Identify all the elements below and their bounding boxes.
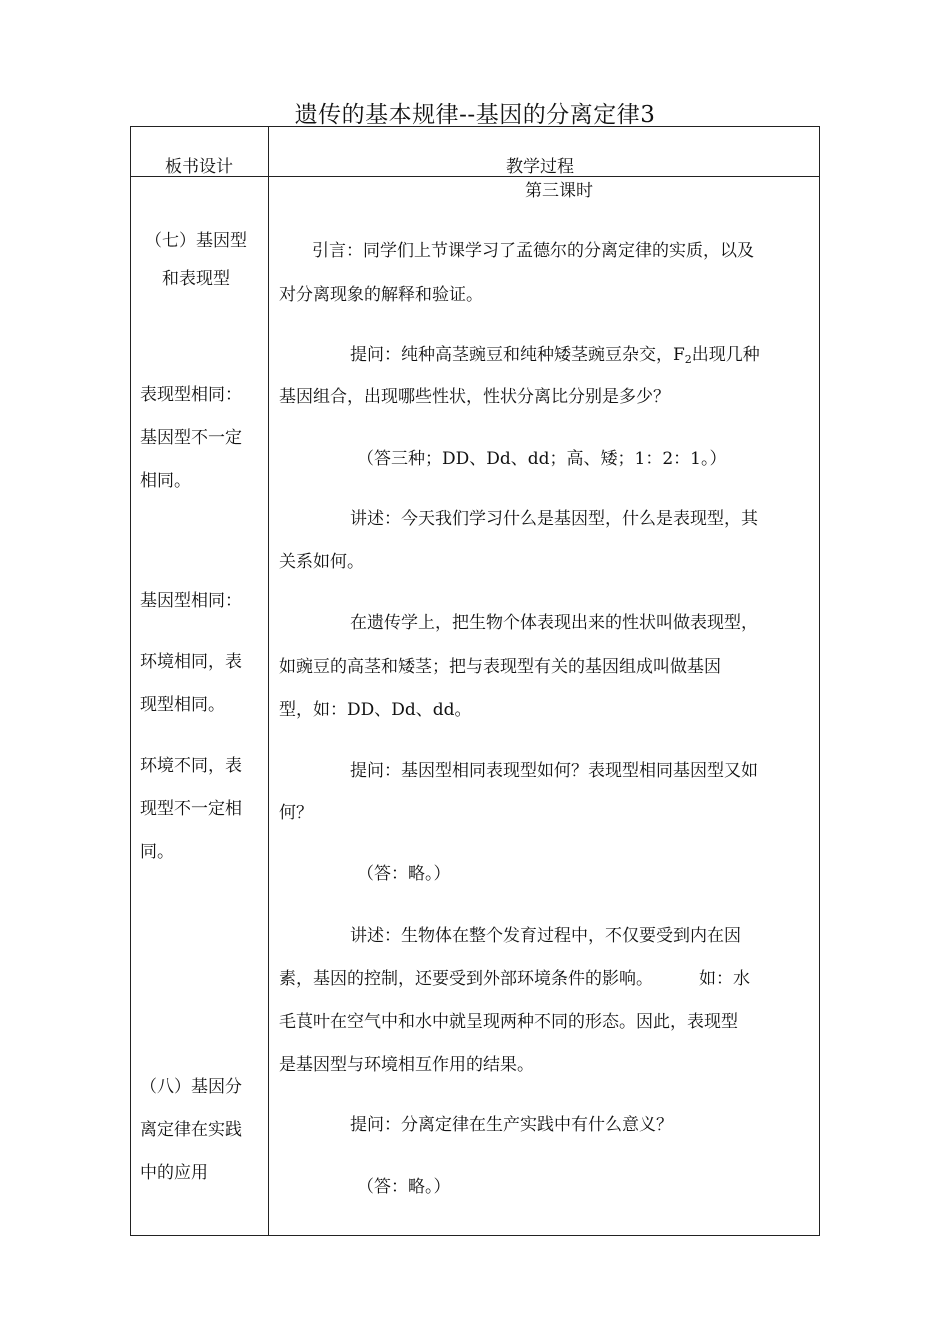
right-line-5: （答三种；DD、Dd、dd；高、矮；1：2：1。） <box>357 449 727 469</box>
right-line-16: 毛茛叶在空气中和水中就呈现两种不同的形态。因此，表现型 <box>279 1012 738 1032</box>
left-line-1: （七）基因型 <box>145 231 247 251</box>
right-line-4: 基因组合，出现哪些性状，性状分离比分别是多少？ <box>279 387 670 407</box>
right-line-11: 提问：基因型相同表现型如何？表现型相同基因型又如 <box>350 761 758 781</box>
right-line-3 <box>350 344 760 371</box>
right-line-15-tail: 如：水 <box>699 969 750 989</box>
right-line-6: 讲述：今天我们学习什么是基因型，什么是表现型，其 <box>350 509 758 529</box>
left-line-6: 基因型相同： <box>140 591 242 611</box>
header-board-design: 板书设计 <box>165 157 233 177</box>
lesson-number: 第三课时 <box>525 181 593 201</box>
right-line-8: 在遗传学上，把生物个体表现出来的性状叫做表现型， <box>350 613 758 633</box>
right-line-10: 型，如：DD、Dd、dd。 <box>279 700 472 720</box>
left-line-7: 环境相同，表 <box>140 652 242 672</box>
left-line-9: 环境不同，表 <box>140 756 242 776</box>
right-line-3-text: 提问：纯种高茎豌豆和纯种矮茎豌豆杂交，F <box>350 345 685 365</box>
left-line-12: （八）基因分 <box>140 1077 242 1097</box>
header-teaching-process: 教学过程 <box>506 157 574 177</box>
right-line-15-text: 素，基因的控制，还要受到外部环境条件的影响。 <box>279 969 653 989</box>
right-line-14: 讲述：生物体在整个发育过程中，不仅要受到内在因 <box>350 926 741 946</box>
column-divider <box>268 127 269 1235</box>
right-line-12: 何？ <box>279 803 313 823</box>
right-line-15 <box>279 968 750 990</box>
left-line-3: 表现型相同： <box>140 385 242 405</box>
left-line-4: 基因型不一定 <box>140 428 242 448</box>
left-line-8: 现型相同。 <box>140 695 225 715</box>
right-line-3-tail: 出现几种 <box>691 345 760 365</box>
right-line-17: 是基因型与环境相互作用的结果。 <box>279 1055 534 1075</box>
left-line-10: 现型不一定相 <box>140 799 242 819</box>
left-line-11: 同。 <box>140 842 174 862</box>
right-line-13: （答：略。） <box>357 864 451 884</box>
right-line-7: 关系如何。 <box>279 552 364 572</box>
page-title: 遗传的基本规律--基因的分离定律3 <box>294 102 656 128</box>
subscript: 2 <box>684 353 692 366</box>
left-line-5: 相同。 <box>140 471 191 491</box>
right-line-18: 提问：分离定律在生产实践中有什么意义？ <box>350 1115 673 1135</box>
right-line-9: 如豌豆的高茎和矮茎；把与表现型有关的基因组成叫做基因 <box>279 657 721 677</box>
right-line-1: 引言：同学们上节课学习了孟德尔的分离定律的实质，以及 <box>312 241 754 261</box>
left-line-2: 和表现型 <box>162 269 230 289</box>
right-line-2: 对分离现象的解释和验证。 <box>279 285 483 305</box>
left-line-13: 离定律在实践 <box>140 1120 242 1140</box>
header-divider <box>131 176 819 177</box>
left-line-14: 中的应用 <box>140 1163 208 1183</box>
right-line-19: （答：略。） <box>357 1177 451 1197</box>
